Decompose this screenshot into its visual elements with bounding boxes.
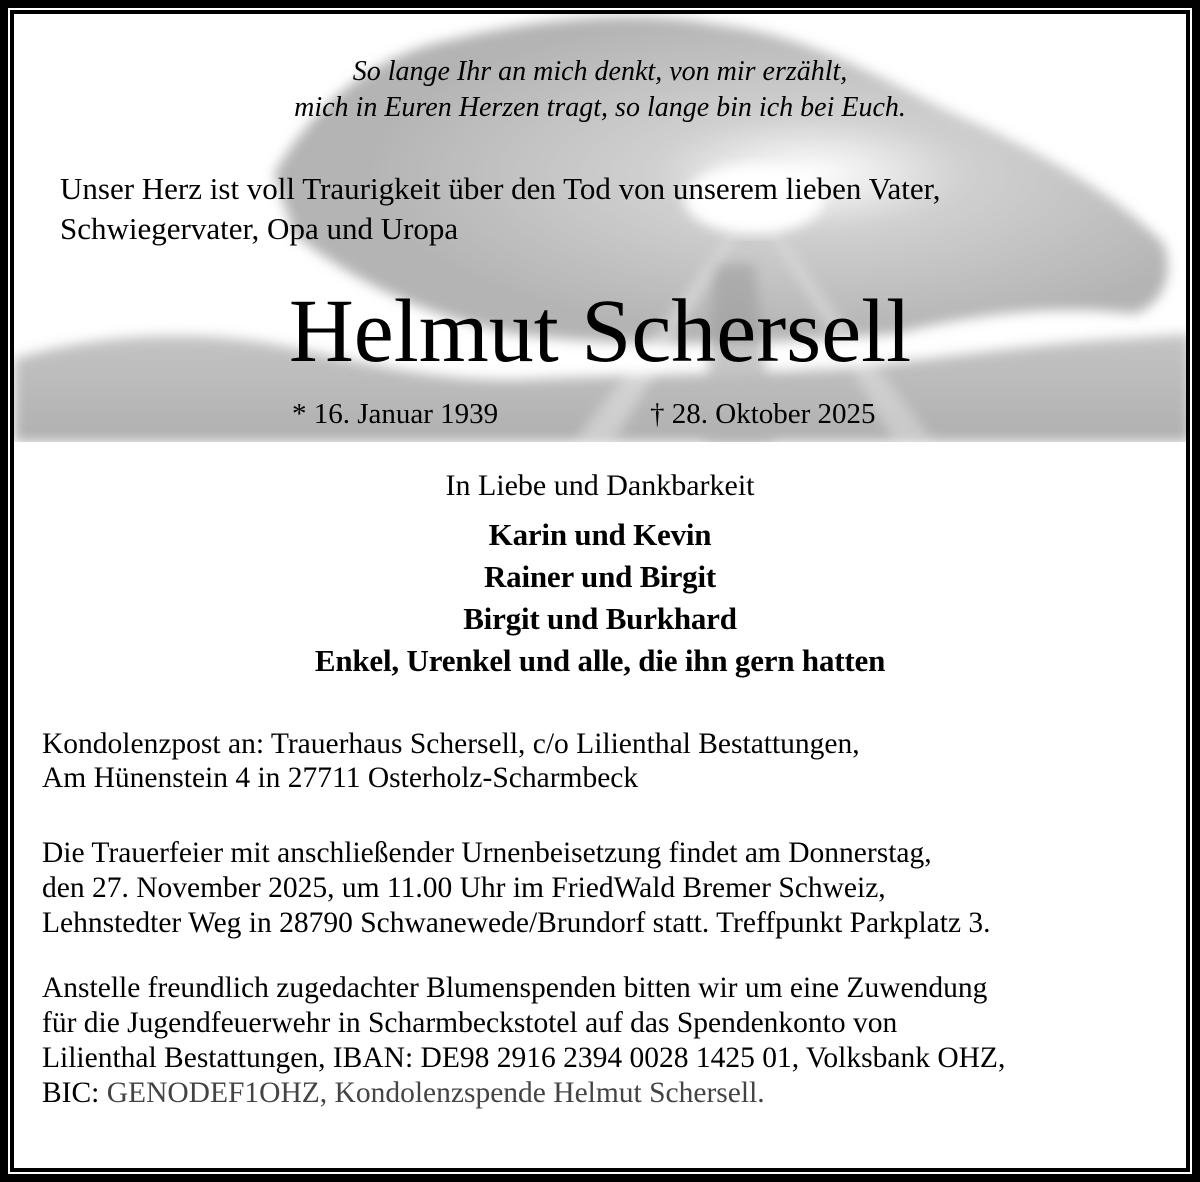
family-line-3: Birgit und Burkhard: [463, 601, 737, 636]
bic-and-reference: GENODEF1OHZ, Kondolenzspende Helmut Schersell.: [106, 1077, 765, 1109]
ceremony-line-1: Die Trauerfeier mit anschließender Urnenbeisetzung findet am Donnerstag,: [42, 837, 932, 869]
quote-line-2: mich in Euren Herzen tragt, so lange bin ich bei Euch.: [294, 92, 906, 123]
ceremony-line-2: den 27. November 2025, um 11.00 Uhr im FriedWald Bremer Schweiz,: [42, 872, 886, 904]
donation-line-2: für die Jugendfeuerwehr in Scharmbeckstotel auf das Spendenkonto von: [42, 1007, 898, 1039]
quote-line-1: So lange Ihr an mich denkt, von mir erzählt,: [352, 56, 848, 87]
family-line-1: Karin und Kevin: [488, 517, 712, 552]
death-date: † 28. Oktober 2025: [650, 398, 876, 430]
birth-date: * 16. Januar 1939: [292, 398, 499, 430]
obituary-notice: [14, 14, 1186, 1168]
donation-line-4: [42, 1077, 765, 1110]
family-line-2: Rainer und Birgit: [483, 559, 716, 594]
bic-label: BIC:: [42, 1077, 107, 1109]
intro-line-2: Schwiegervater, Opa und Uropa: [60, 211, 459, 246]
deceased-name: Helmut Schersell: [288, 282, 912, 381]
condolence-line-1: Kondolenzpost an: Trauerhaus Schersell, c/o Lilienthal Bestattungen,: [42, 728, 860, 760]
notice-outer-border: [8, 8, 1192, 1174]
family-line-4: Enkel, Urenkel und alle, die ihn gern hatten: [314, 643, 886, 678]
condolence-line-2: Am Hünenstein 4 in 27711 Osterholz-Scharmbeck: [42, 762, 639, 794]
thanks-heading: In Liebe und Dankbarkeit: [445, 469, 755, 502]
intro-line-1: Unser Herz ist voll Traurigkeit über den Tod von unserem lieben Vater,: [60, 171, 941, 206]
donation-line-1: Anstelle freundlich zugedachter Blumenspenden bitten wir um eine Zuwendung: [42, 972, 988, 1004]
ceremony-line-3: Lehnstedter Weg in 28790 Schwanewede/Brundorf statt. Treffpunkt Parkplatz 3.: [42, 907, 991, 939]
donation-line-3: Lilienthal Bestattungen, IBAN: DE98 2916 2394 0028 1425 01, Volksbank OHZ,: [42, 1042, 1006, 1074]
